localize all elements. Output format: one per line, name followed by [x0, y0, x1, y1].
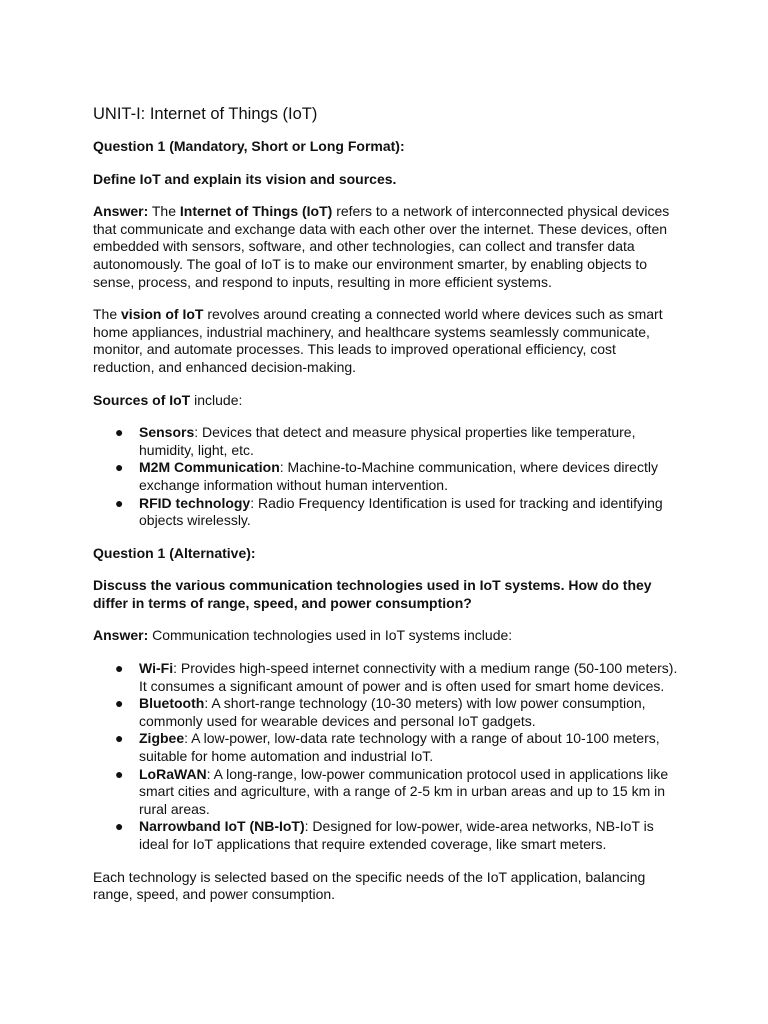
- closing-paragraph: Each technology is selected based on the specific needs of the IoT application, balancing range, speed, and power consumption.: [93, 868, 646, 903]
- list-item-desc: : Machine-to-Machine communication, where devices directly exchange information without human intervention.: [139, 459, 658, 493]
- bullet-icon: ●: [115, 730, 124, 747]
- q1-answer: [93, 203, 678, 291]
- answer-text: The: [148, 203, 180, 220]
- sources-term: Sources of IoT: [93, 391, 191, 408]
- answer-label: Answer:: [93, 203, 149, 220]
- vision-text: The: [93, 306, 122, 323]
- list-item: [93, 730, 678, 765]
- answer-term: Internet of Things (IoT): [179, 203, 333, 220]
- document-page: [93, 104, 678, 919]
- q1alt-heading: Question 1 (Alternative):: [93, 544, 256, 561]
- q1alt-answer: [93, 627, 678, 645]
- sources-intro: [93, 392, 678, 410]
- bullet-icon: ●: [115, 424, 124, 441]
- list-item: [93, 660, 678, 695]
- list-item-term: Narrowband IoT (NB-IoT): [139, 818, 305, 835]
- list-item-desc: : Radio Frequency Identification is used for tracking and identifying objects wirelessly.: [139, 494, 663, 529]
- list-item: [93, 818, 678, 853]
- bullet-icon: ●: [115, 459, 124, 476]
- q1-heading: Question 1 (Mandatory, Short or Long Format):: [93, 138, 405, 154]
- sources-text: include:: [190, 391, 243, 408]
- list-item-term: Zigbee: [139, 730, 185, 747]
- answer-text: Communication technologies used in IoT systems include:: [148, 627, 513, 644]
- bullet-icon: ●: [115, 695, 124, 712]
- q1alt-question: Discuss the various communication technologies used in IoT systems. How do they differ in terms of range, speed, and power consumption?: [93, 577, 652, 611]
- vision-paragraph: [93, 306, 678, 376]
- vision-term: vision of IoT: [121, 306, 204, 323]
- technologies-list: [93, 660, 678, 854]
- list-item: [93, 695, 678, 730]
- page-title: UNIT-I: Internet of Things (IoT): [93, 105, 318, 123]
- bullet-icon: ●: [115, 660, 124, 677]
- vision-text: revolves around creating a connected world where devices such as smart home appliances, industrial machinery, and healthcare systems seamlessly communicate, monitor, and automate processes. This leads to improved operational efficiency, cost reduction, and enhanced decision-making.: [93, 306, 663, 375]
- list-item-desc: : A short-range technology (10-30 meters) with low power consumption, commonly used for wearable devices and personal IoT gadgets.: [139, 695, 646, 729]
- list-item-desc: : Devices that detect and measure physical properties like temperature, humidity, light, etc.: [139, 424, 636, 458]
- list-item-term: M2M Communication: [139, 459, 280, 476]
- list-item-term: RFID technology: [139, 494, 251, 511]
- list-item-term: Sensors: [139, 424, 195, 441]
- bullet-icon: ●: [115, 494, 124, 511]
- list-item-desc: : A long-range, low-power communication protocol used in applications like smart cities and agriculture, with a range of 2-5 km in urban areas and up to 15 km in rural areas.: [139, 765, 669, 817]
- answer-label: Answer:: [93, 627, 149, 644]
- list-item: [93, 459, 678, 494]
- list-item-desc: : Designed for low-power, wide-area networks, NB-IoT is ideal for IoT applications that require extended coverage, like smart meters.: [139, 818, 654, 852]
- list-item-desc: : Provides high-speed internet connectivity with a medium range (50-100 meters). It consumes a significant amount of power and is often used for smart home devices.: [139, 660, 678, 694]
- sources-list: [93, 424, 678, 530]
- list-item: [93, 424, 678, 459]
- list-item: [93, 495, 678, 530]
- q1-question: Define IoT and explain its vision and sources.: [93, 170, 397, 187]
- bullet-icon: ●: [115, 818, 124, 835]
- answer-text: refers to a network of interconnected physical devices that communicate and exchange data with each other over the internet. These devices, often embedded with sensors, software, and other technologies, can collect and transfer data autonomously. The goal of IoT is to make our environment smarter, by enabling objects to sense, process, and respond to inputs, resulting in more efficient systems.: [93, 203, 670, 290]
- list-item: [93, 766, 678, 819]
- list-item-term: Bluetooth: [139, 695, 205, 712]
- bullet-icon: ●: [115, 765, 124, 782]
- list-item-desc: : A low-power, low-data rate technology with a range of about 10-100 meters, suitable for home automation and industrial IoT.: [139, 730, 660, 765]
- list-item-term: Wi-Fi: [139, 660, 174, 677]
- list-item-term: LoRaWAN: [139, 765, 207, 782]
